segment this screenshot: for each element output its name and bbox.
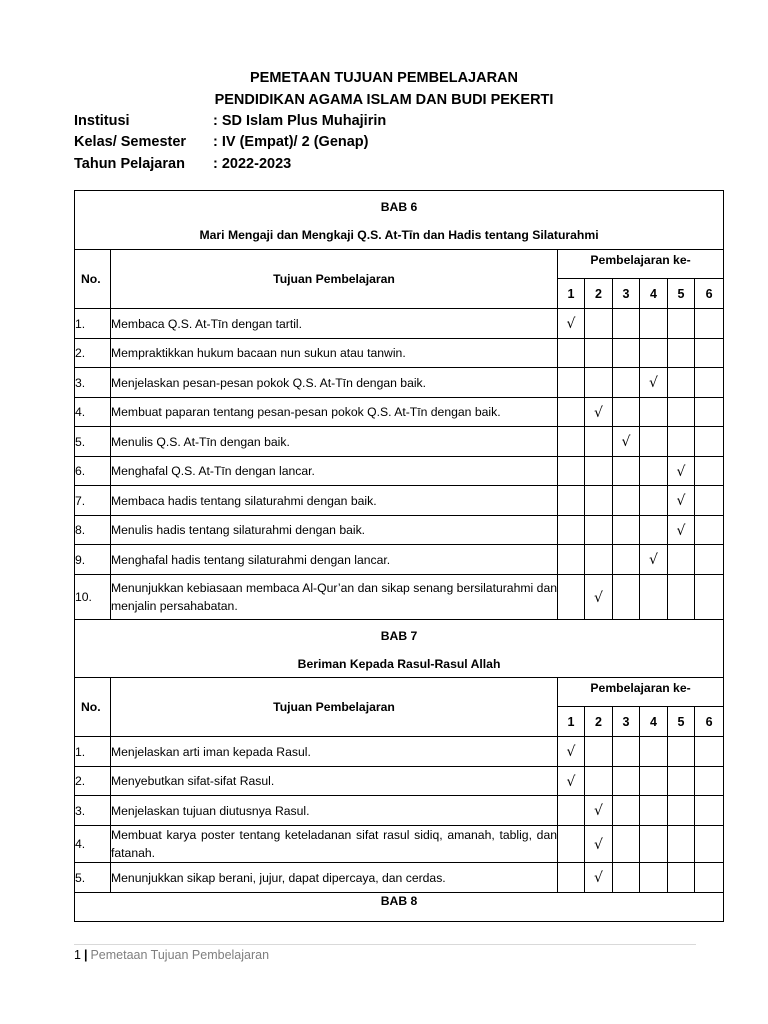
check-mark: √ xyxy=(676,463,686,480)
check-cell xyxy=(613,427,640,457)
header-no: No. xyxy=(75,678,111,737)
check-cell xyxy=(695,486,724,516)
footer-text: Pemetaan Tujuan Pembelajaran xyxy=(90,948,270,962)
bab-title-row xyxy=(75,191,724,250)
row-number: 9. xyxy=(75,545,111,575)
check-cell xyxy=(695,368,724,398)
check-mark: √ xyxy=(594,589,603,606)
header-tujuan: Tujuan Pembelajaran xyxy=(111,250,558,309)
check-cell xyxy=(558,486,585,516)
row-objective: Menunjukkan kebiasaan membaca Al-Qur’an dan sikap senang bersilaturahmi dan menjalin persahabatan. xyxy=(111,575,558,620)
table-row xyxy=(75,737,724,767)
check-cell xyxy=(695,398,724,427)
table-row xyxy=(75,516,724,545)
check-cell xyxy=(558,863,585,893)
info-institusi xyxy=(74,113,386,129)
check-cell xyxy=(585,486,613,516)
row-number: 4. xyxy=(75,826,111,863)
table-row xyxy=(75,826,724,863)
check-cell xyxy=(558,545,585,575)
check-mark: √ xyxy=(649,552,658,568)
check-cell xyxy=(613,339,640,368)
check-cell xyxy=(585,457,613,486)
table-row xyxy=(75,575,724,620)
meeting-number: 1 xyxy=(558,279,585,309)
check-cell xyxy=(695,545,724,575)
check-cell xyxy=(613,737,640,767)
row-number: 5. xyxy=(75,863,111,893)
check-mark: √ xyxy=(594,870,603,886)
check-cell xyxy=(668,368,695,398)
check-cell xyxy=(695,339,724,368)
bab-heading: Mari Mengaji dan Mengkaji Q.S. At-Tīn dan Hadis tentang Silaturahmi xyxy=(199,228,599,242)
check-cell xyxy=(668,826,695,863)
check-cell xyxy=(558,516,585,545)
row-objective: Membuat paparan tentang pesan-pesan pokok Q.S. At-Tīn dengan baik. xyxy=(111,398,558,427)
check-cell xyxy=(695,863,724,893)
table-row xyxy=(75,457,724,486)
check-cell xyxy=(585,516,613,545)
check-cell xyxy=(695,427,724,457)
check-cell xyxy=(640,737,668,767)
check-cell xyxy=(668,796,695,826)
check-cell xyxy=(668,516,695,545)
check-cell xyxy=(695,457,724,486)
check-cell xyxy=(585,339,613,368)
check-cell xyxy=(640,368,668,398)
row-number: 8. xyxy=(75,516,111,545)
mapping-table xyxy=(74,190,724,922)
check-cell xyxy=(695,309,724,339)
page-number: 1 xyxy=(74,948,81,962)
row-objective: Menyebutkan sifat-sifat Rasul. xyxy=(111,767,558,796)
check-mark: √ xyxy=(566,773,576,790)
check-cell xyxy=(668,339,695,368)
row-number: 3. xyxy=(75,368,111,398)
check-cell xyxy=(558,575,585,620)
check-cell xyxy=(558,427,585,457)
row-objective: Membaca Q.S. At-Tīn dengan tartil. xyxy=(111,309,558,339)
row-objective: Menghafal hadis tentang silaturahmi dengan lancar. xyxy=(111,545,558,575)
row-number: 2. xyxy=(75,339,111,368)
info-tahun-pelajaran xyxy=(74,156,291,172)
meeting-number: 3 xyxy=(613,707,640,737)
bab-heading: Beriman Kepada Rasul-Rasul Allah xyxy=(297,656,501,671)
check-cell xyxy=(668,767,695,796)
check-cell xyxy=(640,545,668,575)
meeting-number: 6 xyxy=(695,279,724,309)
info-label: Institusi xyxy=(74,113,130,129)
check-cell xyxy=(613,516,640,545)
check-mark: √ xyxy=(566,316,576,332)
check-cell xyxy=(585,863,613,893)
meeting-number: 6 xyxy=(695,707,724,737)
row-objective: Menghafal Q.S. At-Tīn dengan lancar. xyxy=(111,457,558,486)
check-cell xyxy=(640,863,668,893)
check-cell xyxy=(585,427,613,457)
check-cell xyxy=(640,796,668,826)
check-cell xyxy=(640,575,668,620)
check-cell xyxy=(558,737,585,767)
check-cell xyxy=(695,516,724,545)
table-row xyxy=(75,368,724,398)
check-cell xyxy=(558,398,585,427)
check-cell xyxy=(668,427,695,457)
check-cell xyxy=(668,863,695,893)
meeting-number: 2 xyxy=(585,707,613,737)
row-number: 7. xyxy=(75,486,111,516)
meeting-number: 4 xyxy=(640,279,668,309)
row-objective: Menulis Q.S. At-Tīn dengan baik. xyxy=(111,427,558,457)
row-number: 1. xyxy=(75,737,111,767)
info-value: : 2022-2023 xyxy=(213,156,292,172)
info-value: : SD Islam Plus Muhajirin xyxy=(213,113,387,129)
check-mark: √ xyxy=(621,434,631,450)
table-row xyxy=(75,796,724,826)
info-label: Tahun Pelajaran xyxy=(74,156,185,172)
check-cell xyxy=(668,457,695,486)
info-value: : IV (Empat)/ 2 (Genap) xyxy=(213,134,369,150)
document-title: PEMETAAN TUJUAN PEMBELAJARAN xyxy=(250,70,518,86)
check-cell xyxy=(695,796,724,826)
row-objective: Menjelaskan arti iman kepada Rasul. xyxy=(111,737,558,767)
check-cell xyxy=(668,737,695,767)
row-number: 3. xyxy=(75,796,111,826)
info-kelas-semester xyxy=(74,134,369,150)
row-number: 4. xyxy=(75,398,111,427)
meeting-number: 4 xyxy=(640,707,668,737)
check-cell xyxy=(585,767,613,796)
row-objective: Menulis hadis tentang silaturahmi dengan baik. xyxy=(111,516,558,545)
check-cell xyxy=(640,457,668,486)
check-cell xyxy=(695,737,724,767)
check-cell xyxy=(613,796,640,826)
header-pembelajaran-ke: Pembelajaran ke- xyxy=(558,678,724,707)
check-cell xyxy=(640,427,668,457)
check-cell xyxy=(640,309,668,339)
check-cell xyxy=(585,796,613,826)
check-cell xyxy=(558,339,585,368)
bab-label: BAB 6 xyxy=(380,200,418,214)
check-cell xyxy=(640,398,668,427)
check-cell xyxy=(613,863,640,893)
meeting-number: 2 xyxy=(585,279,613,309)
table-header-row xyxy=(75,250,724,279)
check-cell xyxy=(613,486,640,516)
check-cell xyxy=(558,767,585,796)
check-cell xyxy=(585,368,613,398)
check-cell xyxy=(613,826,640,863)
check-cell xyxy=(585,309,613,339)
check-cell xyxy=(558,368,585,398)
page-footer xyxy=(74,948,269,962)
check-cell xyxy=(585,545,613,575)
check-mark: √ xyxy=(676,493,686,509)
check-cell xyxy=(640,339,668,368)
row-objective: Membaca hadis tentang silaturahmi dengan baik. xyxy=(111,486,558,516)
check-cell xyxy=(585,398,613,427)
check-cell xyxy=(613,545,640,575)
check-cell xyxy=(613,575,640,620)
table-header-row xyxy=(75,678,724,707)
bab-title-row xyxy=(75,893,724,922)
check-cell xyxy=(613,368,640,398)
meeting-number: 3 xyxy=(613,279,640,309)
row-number: 1. xyxy=(75,309,111,339)
table-row xyxy=(75,309,724,339)
table-row xyxy=(75,486,724,516)
header-no: No. xyxy=(75,250,111,309)
check-cell xyxy=(558,457,585,486)
footer-separator: | xyxy=(83,948,88,962)
header-tujuan: Tujuan Pembelajaran xyxy=(111,678,558,737)
check-cell xyxy=(640,826,668,863)
check-cell xyxy=(695,575,724,620)
row-objective: Membuat karya poster tentang keteladanan sifat rasul sidiq, amanah, tablig, dan fatanah. xyxy=(111,826,558,863)
check-mark: √ xyxy=(594,404,603,421)
table-row xyxy=(75,398,724,427)
check-cell xyxy=(640,486,668,516)
check-cell xyxy=(613,309,640,339)
check-cell xyxy=(558,309,585,339)
check-cell xyxy=(668,486,695,516)
check-cell xyxy=(585,737,613,767)
row-number: 6. xyxy=(75,457,111,486)
table-row xyxy=(75,545,724,575)
check-cell xyxy=(695,826,724,863)
row-objective: Menunjukkan sikap berani, jujur, dapat dipercaya, dan cerdas. xyxy=(111,863,558,893)
meeting-number: 5 xyxy=(668,279,695,309)
check-mark: √ xyxy=(566,744,576,760)
row-number: 5. xyxy=(75,427,111,457)
check-cell xyxy=(695,767,724,796)
table-row xyxy=(75,863,724,893)
check-cell xyxy=(613,457,640,486)
check-cell xyxy=(558,796,585,826)
check-cell xyxy=(668,575,695,620)
bab-label: BAB 7 xyxy=(380,628,418,643)
bab-title-cell xyxy=(75,191,724,250)
check-cell xyxy=(640,516,668,545)
row-objective: Menjelaskan tujuan diutusnya Rasul. xyxy=(111,796,558,826)
table-row xyxy=(75,427,724,457)
check-mark: √ xyxy=(649,375,658,391)
row-number: 2. xyxy=(75,767,111,796)
check-cell xyxy=(558,826,585,863)
bab-title-cell xyxy=(75,893,724,922)
table-row xyxy=(75,339,724,368)
check-mark: √ xyxy=(676,522,686,539)
check-cell xyxy=(640,767,668,796)
bab-label: BAB 8 xyxy=(380,894,418,908)
document-subtitle: PENDIDIKAN AGAMA ISLAM DAN BUDI PEKERTI xyxy=(214,92,554,108)
check-mark: √ xyxy=(594,836,603,853)
check-mark: √ xyxy=(594,803,603,819)
header-pembelajaran-ke: Pembelajaran ke- xyxy=(558,250,724,279)
check-cell xyxy=(668,309,695,339)
check-cell xyxy=(585,826,613,863)
check-cell xyxy=(668,398,695,427)
check-cell xyxy=(613,398,640,427)
meeting-number: 5 xyxy=(668,707,695,737)
footer-divider xyxy=(74,944,696,945)
check-cell xyxy=(668,545,695,575)
bab-title-row xyxy=(75,620,724,678)
row-objective: Menjelaskan pesan-pesan pokok Q.S. At-Tīn dengan baik. xyxy=(111,368,558,398)
row-number: 10. xyxy=(75,575,111,620)
check-cell xyxy=(613,767,640,796)
info-label: Kelas/ Semester xyxy=(74,134,187,150)
table-row xyxy=(75,767,724,796)
row-objective: Mempraktikkan hukum bacaan nun sukun atau tanwin. xyxy=(111,339,558,368)
meeting-number: 1 xyxy=(558,707,585,737)
check-cell xyxy=(585,575,613,620)
bab-title-cell xyxy=(75,620,724,678)
